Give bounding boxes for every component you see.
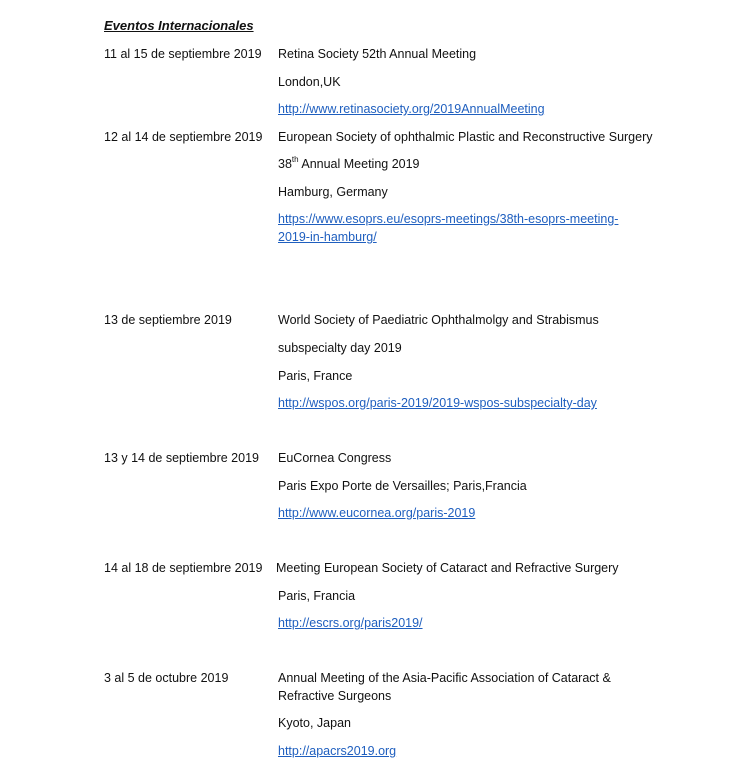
meeting-number: 38 bbox=[278, 157, 292, 171]
event-link[interactable]: http://www.retinasociety.org/2019AnnualMeeting bbox=[278, 102, 545, 116]
section-heading: Eventos Internacionales bbox=[104, 18, 254, 33]
event-date: 3 al 5 de octubre 2019 bbox=[104, 671, 229, 685]
event-location: Paris Expo Porte de Versailles; Paris,Francia bbox=[278, 479, 527, 493]
event-date: 14 al 18 de septiembre 2019 bbox=[104, 561, 263, 575]
event-title: Retina Society 52th Annual Meeting bbox=[278, 47, 477, 61]
event-location: Kyoto, Japan bbox=[278, 716, 351, 730]
event-link[interactable]: http://apacrs2019.org bbox=[278, 744, 397, 758]
event-location: Paris, Francia bbox=[278, 589, 356, 603]
event-title: European Society of ophthalmic Plastic and Reconstructive Surgery bbox=[278, 130, 653, 144]
event-link-line-2[interactable]: 2019-in-hamburg/ bbox=[278, 230, 377, 244]
event-subtitle bbox=[278, 154, 420, 171]
event-date: 11 al 15 de septiembre 2019 bbox=[104, 47, 262, 61]
event-date: 13 y 14 de septiembre 2019 bbox=[104, 451, 259, 465]
meeting-suffix: th bbox=[291, 154, 299, 164]
event-title: Meeting European Society of Cataract and Refractive Surgery bbox=[276, 561, 619, 575]
meeting-rest: Annual Meeting 2019 bbox=[298, 157, 420, 171]
event-link[interactable]: http://www.eucornea.org/paris-2019 bbox=[278, 506, 476, 520]
event-title-line-2: Refractive Surgeons bbox=[278, 689, 392, 703]
event-link[interactable]: http://wspos.org/paris-2019/2019-wspos-subspecialty-day bbox=[278, 396, 597, 410]
event-link-line-1[interactable]: https://www.esoprs.eu/esoprs-meetings/38th-esoprs-meeting- bbox=[278, 212, 619, 226]
event-date: 13 de septiembre 2019 bbox=[104, 313, 232, 327]
event-location: Hamburg, Germany bbox=[278, 185, 388, 199]
event-title: EuCornea Congress bbox=[278, 451, 392, 465]
event-title-line-1: Annual Meeting of the Asia-Pacific Association of Cataract & bbox=[278, 671, 611, 685]
event-link[interactable]: http://escrs.org/paris2019/ bbox=[278, 616, 423, 630]
event-title-line-2: subspecialty day 2019 bbox=[278, 341, 402, 355]
event-title-line-1: World Society of Paediatric Ophthalmolgy and Strabismus bbox=[278, 313, 599, 327]
event-date: 12 al 14 de septiembre 2019 bbox=[104, 130, 263, 144]
event-location: Paris, France bbox=[278, 369, 353, 383]
event-location: London,UK bbox=[278, 75, 341, 89]
